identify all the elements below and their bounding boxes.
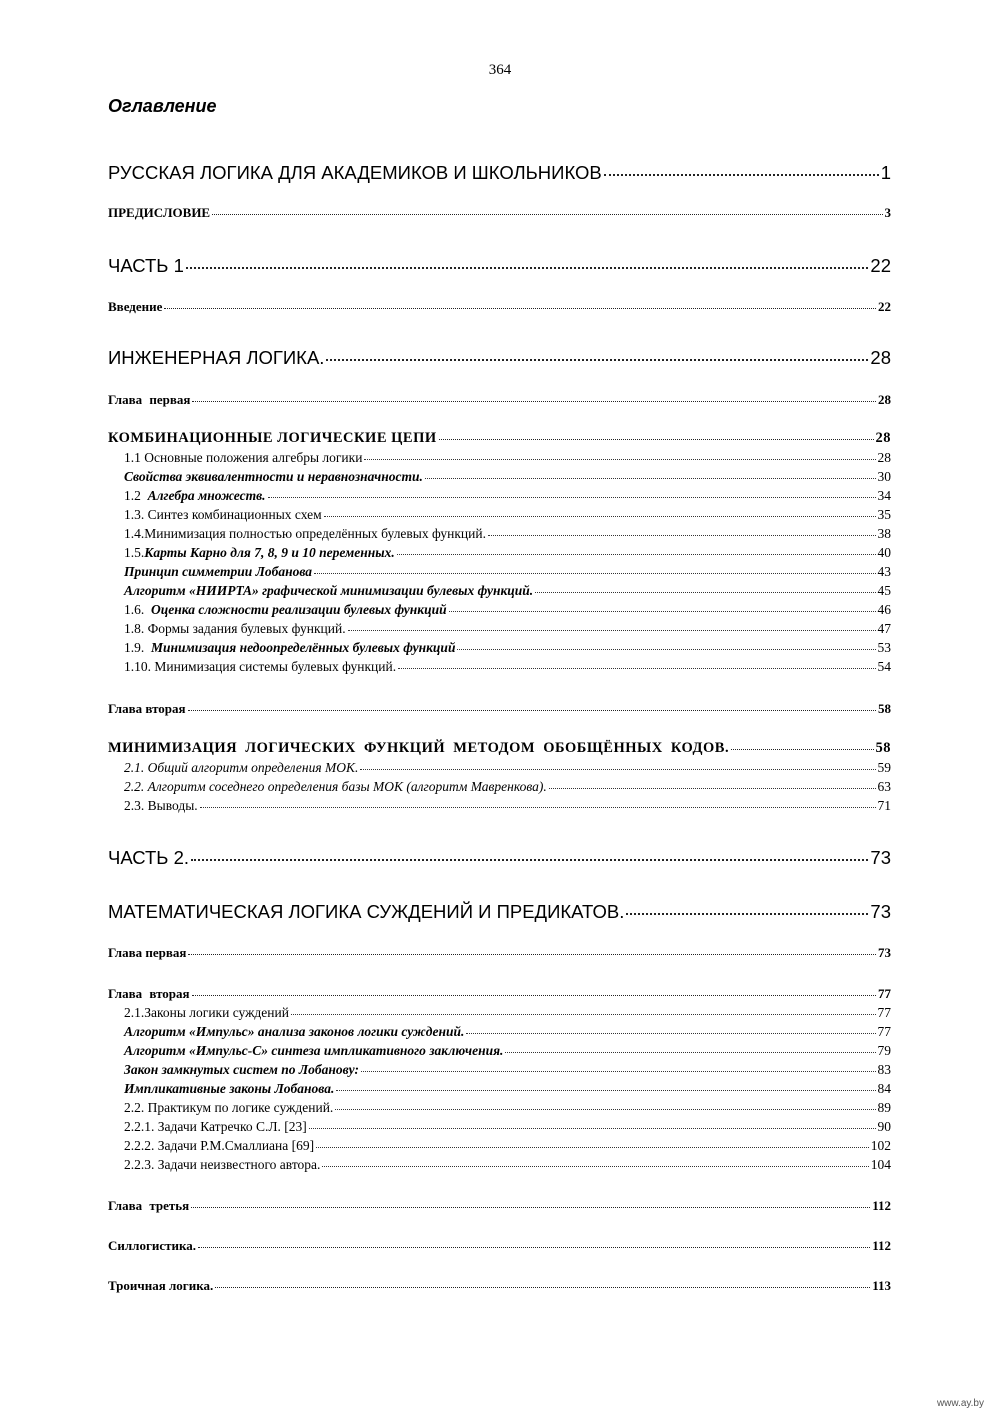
- toc-entry-title: 2.2. Практикум по логике суждений.: [124, 1100, 334, 1115]
- toc-entry-chapter[interactable]: [108, 1198, 891, 1214]
- toc-entry-subsection[interactable]: [124, 1100, 891, 1116]
- toc-title: Оглавление: [108, 96, 217, 116]
- toc-entry-title: 1.10. Минимизация системы булевых функций.: [124, 659, 397, 674]
- toc-entry-title: Введение: [108, 299, 163, 314]
- toc-entry-page: 30: [877, 469, 891, 484]
- toc-entry-page: 38: [877, 526, 891, 541]
- toc-entry-title: Алгоритм «Импульс» анализа законов логики суждений.: [124, 1024, 465, 1039]
- toc-entry-page: 83: [877, 1062, 891, 1077]
- toc-entry-page: 63: [877, 779, 891, 794]
- toc-entry-page: 3: [884, 205, 891, 220]
- leader-dots: [309, 1128, 876, 1129]
- toc-entry-page: 43: [877, 564, 891, 579]
- toc-entry-title: Алгоритм «Импульс-С» синтеза импликативного заключения.: [124, 1043, 504, 1058]
- toc-entry-page: 28: [878, 392, 891, 407]
- leader-dots: [200, 807, 876, 808]
- toc-entry-title: 2.1. Общий алгоритм определения МОК.: [124, 760, 359, 775]
- toc-entry-section[interactable]: [108, 430, 891, 447]
- toc-entry-page: 104: [870, 1157, 891, 1172]
- toc-entry-title: ЧАСТЬ 1: [108, 255, 184, 276]
- leader-dots: [439, 439, 874, 440]
- leader-dots: [488, 535, 876, 536]
- toc-entry-page: 35: [877, 507, 891, 522]
- toc-entry-title: 2.2. Алгоритм соседнего определения базы МОК (алгоритм Мавренкова).: [124, 779, 547, 794]
- toc-entry-page: 90: [877, 1119, 891, 1134]
- leader-dots: [549, 788, 876, 789]
- toc-entry-subsection[interactable]: [124, 1024, 891, 1040]
- toc-entry-title: МАТЕМАТИЧЕСКАЯ ЛОГИКА СУЖДЕНИЙ И ПРЕДИКАТОВ.: [108, 901, 625, 922]
- toc-entry-part-heading[interactable]: [108, 347, 891, 369]
- toc-entry-title: 2.2.1. Задачи Катречко С.Л. [23]: [124, 1119, 307, 1134]
- toc-entry-section[interactable]: [108, 740, 891, 757]
- toc-entry-title: Глава первая: [108, 945, 187, 960]
- toc-entry-page: 22: [870, 255, 891, 276]
- toc-entry-page: 89: [877, 1100, 891, 1115]
- leader-dots: [212, 214, 882, 215]
- toc-entry-title: Карты Карно для 7, 8, 9 и 10 переменных.: [144, 545, 395, 560]
- toc-entry-title: Глава первая: [108, 392, 191, 407]
- toc-entry-subsection[interactable]: [124, 488, 891, 504]
- toc-entry-page: 47: [877, 621, 891, 636]
- toc-entry-title: 1.1 Основные положения алгебры логики: [124, 450, 363, 465]
- toc-entry-page: 22: [878, 299, 891, 314]
- toc-entry-subsection[interactable]: [124, 1081, 891, 1097]
- leader-dots: [449, 611, 876, 612]
- toc-entry-page: 73: [870, 847, 891, 868]
- toc-entry-section[interactable]: [108, 1238, 891, 1254]
- toc-entry-page: 112: [872, 1238, 891, 1253]
- leader-dots: [186, 267, 869, 269]
- toc-entry-page: 1: [880, 162, 891, 183]
- toc-entry-part-heading[interactable]: [108, 847, 891, 869]
- toc-entry-title: Глава вторая: [108, 986, 190, 1001]
- toc-entry-title: Глава третья: [108, 1198, 190, 1213]
- toc-entry-page: 79: [877, 1043, 891, 1058]
- toc-entry-title: Свойства эквивалентности и неравнозначности.: [124, 469, 423, 484]
- leader-dots: [336, 1090, 875, 1091]
- toc-entry-subsection[interactable]: [124, 640, 891, 656]
- toc-entry-title: Импликативные законы Лобанова.: [124, 1081, 335, 1096]
- toc-entry-subsection[interactable]: [124, 507, 891, 523]
- leader-dots: [364, 459, 875, 460]
- toc-entry-chapter[interactable]: [108, 701, 891, 717]
- toc-entry-subsection[interactable]: [124, 450, 891, 466]
- toc-entry-title: Силлогистика.: [108, 1238, 197, 1253]
- toc-entry-section[interactable]: [108, 1278, 891, 1294]
- toc-entry-page: 46: [877, 602, 891, 617]
- leader-dots: [466, 1033, 875, 1034]
- toc-entry-page: 102: [870, 1138, 891, 1153]
- toc-entry-title: Минимизация недоопределённых булевых функций: [151, 640, 456, 655]
- toc-entry-number: 1.5.: [124, 545, 145, 560]
- leader-dots: [360, 769, 875, 770]
- leader-dots: [192, 995, 876, 996]
- leader-dots: [198, 1247, 870, 1248]
- toc-entry-page: 28: [877, 450, 891, 465]
- toc-entry-subsection[interactable]: [124, 798, 891, 814]
- toc-entry-page: 28: [870, 347, 891, 368]
- toc-entry-subsection[interactable]: [124, 602, 891, 618]
- toc-entry-part-heading[interactable]: [108, 162, 891, 184]
- toc-entry-page: 73: [878, 945, 891, 960]
- leader-dots: [348, 630, 876, 631]
- toc-entry-page: 45: [877, 583, 891, 598]
- leader-dots: [316, 1147, 869, 1148]
- toc-entry-title: РУССКАЯ ЛОГИКА ДЛЯ АКАДЕМИКОВ И ШКОЛЬНИКОВ: [108, 162, 602, 183]
- toc-entry-title: ПРЕДИСЛОВИЕ: [108, 205, 211, 220]
- toc-entry-page: 58: [878, 701, 891, 716]
- leader-dots: [335, 1109, 875, 1110]
- leader-dots: [192, 401, 876, 402]
- leader-dots: [535, 592, 875, 593]
- toc-entry-page: 34: [877, 488, 891, 503]
- toc-entry-title: МИНИМИЗАЦИЯ ЛОГИЧЕСКИХ ФУНКЦИЙ МЕТОДОМ ОБОБЩЁННЫХ КОДОВ.: [108, 740, 730, 756]
- leader-dots: [188, 710, 876, 711]
- toc-entry-subsection[interactable]: [124, 621, 891, 637]
- leader-dots: [191, 859, 868, 861]
- toc-entry-subsection[interactable]: [124, 760, 891, 776]
- toc-entry-title: 2.2.3. Задачи неизвестного автора.: [124, 1157, 321, 1172]
- leader-dots: [457, 649, 875, 650]
- toc-entry-page: 113: [872, 1278, 891, 1293]
- leader-dots: [188, 954, 876, 955]
- toc-entry-title: Закон замкнутых систем по Лобанову:: [124, 1062, 359, 1077]
- watermark: www.ay.by: [936, 1398, 984, 1409]
- leader-dots: [398, 668, 875, 669]
- toc-entry-page: 77: [877, 1024, 891, 1039]
- leader-dots: [314, 573, 875, 574]
- toc-entry-page: 54: [877, 659, 891, 674]
- toc-entry-number: 1.9.: [124, 640, 151, 655]
- leader-dots: [731, 749, 873, 750]
- toc-entry-page: 112: [872, 1198, 891, 1213]
- toc-entry-subsection[interactable]: [124, 564, 891, 580]
- toc-entry-subsection[interactable]: [124, 545, 891, 561]
- toc-entry-title: Оценка сложности реализации булевых функций: [151, 602, 447, 617]
- leader-dots: [324, 516, 876, 517]
- toc-entry-page: 28: [875, 430, 891, 446]
- toc-entry-title: 1.4.Минимизация полностью определённых булевых функций.: [124, 526, 486, 541]
- toc-entry-chapter[interactable]: [108, 986, 891, 1002]
- leader-dots: [397, 554, 876, 555]
- toc-entry-part-heading[interactable]: [108, 255, 891, 277]
- page-number: 364: [488, 62, 512, 78]
- toc-entry-title: 2.3. Выводы.: [124, 798, 198, 813]
- leader-dots: [191, 1207, 870, 1208]
- toc-entry-number: 1.2: [124, 488, 148, 503]
- toc-entry-page: 58: [875, 740, 891, 756]
- toc-entry-subsection[interactable]: [124, 583, 891, 599]
- leader-dots: [322, 1166, 868, 1167]
- toc-entry-page: 59: [877, 760, 891, 775]
- leader-dots: [215, 1287, 870, 1288]
- toc-entry-number: 1.6.: [124, 602, 151, 617]
- toc-entry-title: 1.8. Формы задания булевых функций.: [124, 621, 346, 636]
- leader-dots: [326, 359, 868, 361]
- leader-dots: [268, 497, 876, 498]
- toc-entry-subsection[interactable]: [124, 1138, 891, 1154]
- toc-entry-page: 84: [877, 1081, 891, 1096]
- leader-dots: [164, 308, 876, 309]
- leader-dots: [604, 174, 879, 176]
- toc-entry-chapter[interactable]: [108, 392, 891, 408]
- toc-entry-title: ЧАСТЬ 2.: [108, 847, 190, 868]
- toc-entry-subsection[interactable]: [124, 1157, 891, 1173]
- toc-entry-section[interactable]: [108, 205, 891, 221]
- toc-entry-title: Алгоритм «НИИРТА» графической минимизации булевых функций.: [124, 583, 534, 598]
- toc-entry-subsection[interactable]: [124, 1005, 891, 1021]
- toc-entry-title: 1.3. Синтез комбинационных схем: [124, 507, 322, 522]
- toc-entry-subsection[interactable]: [124, 1062, 891, 1078]
- toc-entry-page: 53: [877, 640, 891, 655]
- toc-entry-subsection[interactable]: [124, 526, 891, 542]
- leader-dots: [626, 913, 868, 915]
- leader-dots: [361, 1071, 876, 1072]
- toc-entry-subsection[interactable]: [124, 1043, 891, 1059]
- toc-entry-title: Глава вторая: [108, 701, 186, 716]
- toc-entry-page: 77: [877, 1005, 891, 1020]
- toc-entry-title: Троичная логика.: [108, 1278, 214, 1293]
- toc-entry-page: 73: [870, 901, 891, 922]
- leader-dots: [291, 1014, 876, 1015]
- toc-entry-page: 40: [877, 545, 891, 560]
- toc-entry-subsection[interactable]: [124, 1119, 891, 1135]
- toc-entry-chapter[interactable]: [108, 945, 891, 961]
- toc-entry-part-heading[interactable]: [108, 901, 891, 923]
- toc-entry-page: 71: [877, 798, 891, 813]
- toc-entry-subsection[interactable]: [124, 469, 891, 485]
- toc-entry-title: ИНЖЕНЕРНАЯ ЛОГИКА.: [108, 347, 325, 368]
- toc-entry-section[interactable]: [108, 299, 891, 315]
- toc-entry-subsection[interactable]: [124, 659, 891, 675]
- toc-entry-subsection[interactable]: [124, 779, 891, 795]
- leader-dots: [505, 1052, 875, 1053]
- leader-dots: [425, 478, 876, 479]
- toc-entry-title: 2.2.2. Задачи Р.М.Смаллиана [69]: [124, 1138, 315, 1153]
- toc-entry-title: 2.1.Законы логики суждений: [124, 1005, 289, 1020]
- toc-entry-page: 77: [878, 986, 891, 1001]
- toc-entry-title: Алгебра множеств.: [147, 488, 266, 503]
- toc-entry-title: КОМБИНАЦИОННЫЕ ЛОГИЧЕСКИЕ ЦЕПИ: [108, 430, 437, 446]
- toc-entry-title: Принцип симметрии Лобанова: [124, 564, 313, 579]
